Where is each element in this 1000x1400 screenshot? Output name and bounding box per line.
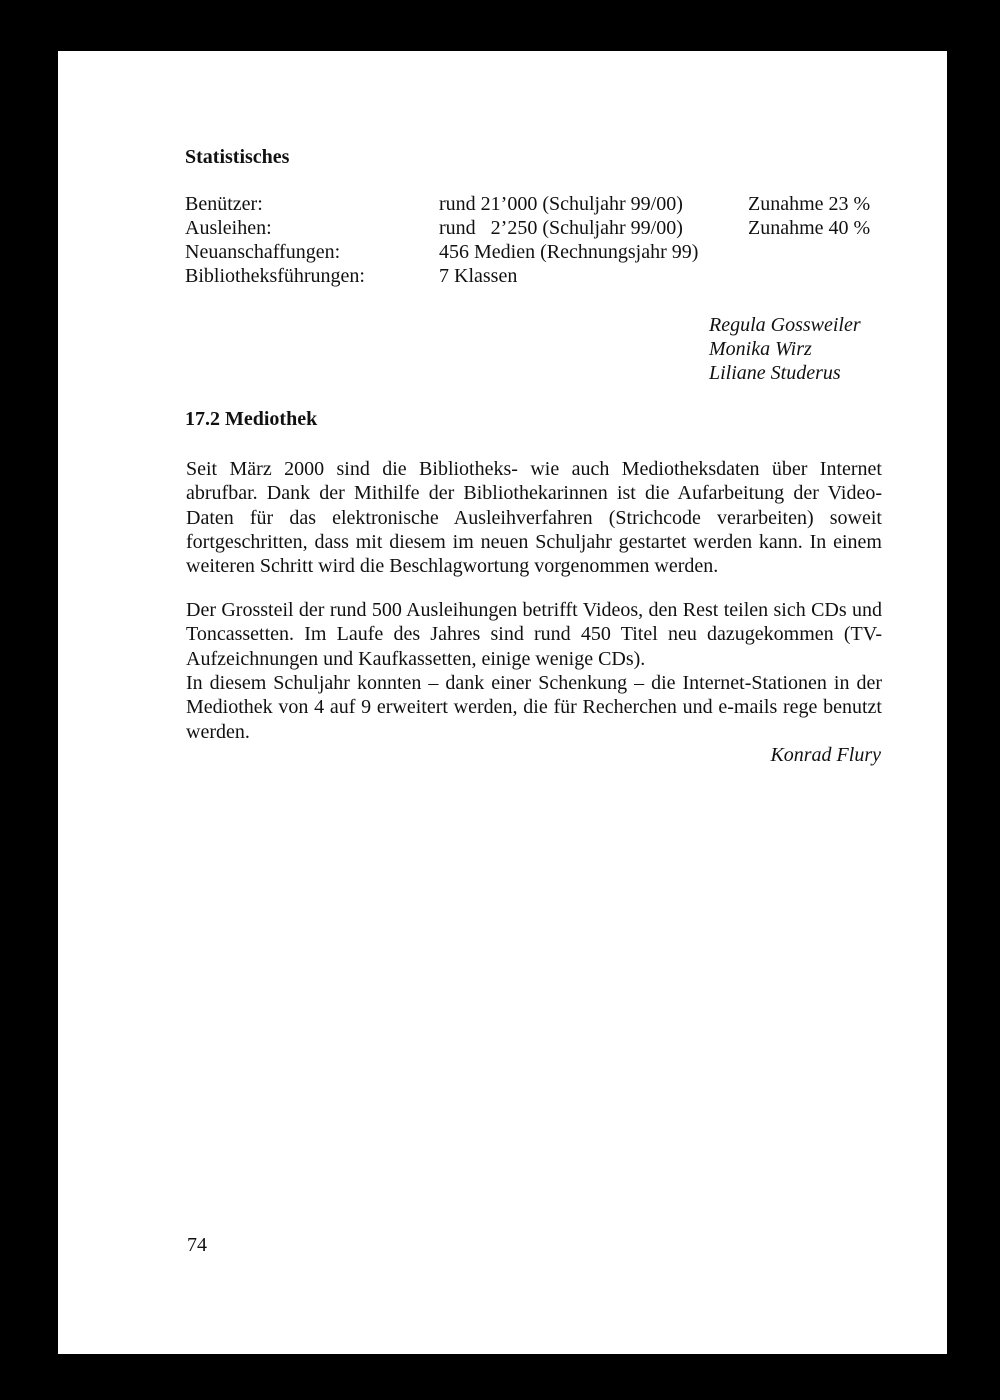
paragraph: Der Grossteil der rund 500 Ausleihungen betrifft Videos, den Rest teilen sich CDs und Toncassetten. Im Laufe des Jahres sind rund 450 Titel neu dazugekommen (TV-Aufzeichnungen und Kaufkassetten, einige wenige CDs). (186, 599, 882, 670)
document-page (58, 51, 947, 1354)
stats-value: 456 Medien (Rechnungsjahr 99) (439, 241, 699, 263)
section-heading: 17.2 Mediothek (185, 408, 318, 430)
stats-row (185, 192, 885, 217)
stats-value: 7 Klassen (439, 265, 518, 287)
stats-label: Ausleihen: (185, 217, 272, 239)
stats-value: rund 21’000 (Schuljahr 99/00) (439, 193, 683, 215)
stats-label: Benützer: (185, 193, 263, 215)
author-name: Monika Wirz (709, 338, 812, 360)
paragraph: Seit März 2000 sind die Bibliotheks- wie auch Mediotheksdaten über Internet abrufbar. Dank der Mithilfe der Bibliothekarinnen ist die Aufarbeitung der Video-Daten für das elektronische Ausleihverfahren (Strichcode verarbeiten) soweit fortgeschritten, dass mit diesem im neuen Schuljahr gestartet werden kann. In einem weiteren Schritt wird die Beschlagwortung vorgenommen werden. (186, 458, 882, 578)
stats-row (185, 216, 885, 241)
stats-row (185, 264, 885, 289)
author-name: Liliane Studerus (709, 362, 841, 384)
stats-value: rund 2’250 (Schuljahr 99/00) (439, 217, 683, 239)
stats-label: Neuanschaffungen: (185, 241, 341, 263)
author-name: Regula Gossweiler (709, 314, 861, 336)
paragraph: In diesem Schuljahr konnten – dank einer Schenkung – die Internet-Stationen in der Mediothek von 4 auf 9 erweitert werden, die für Recherchen und e-mails rege benutzt werden. (186, 672, 882, 743)
stats-change: Zunahme 40 % (748, 217, 871, 239)
page-number: 74 (187, 1234, 207, 1256)
stats-label: Bibliotheksführungen: (185, 265, 365, 287)
stats-heading: Statistisches (185, 146, 290, 168)
stats-change: Zunahme 23 % (748, 193, 871, 215)
section-author: Konrad Flury (770, 744, 881, 766)
stats-authors (709, 313, 861, 385)
stats-row (185, 240, 885, 265)
